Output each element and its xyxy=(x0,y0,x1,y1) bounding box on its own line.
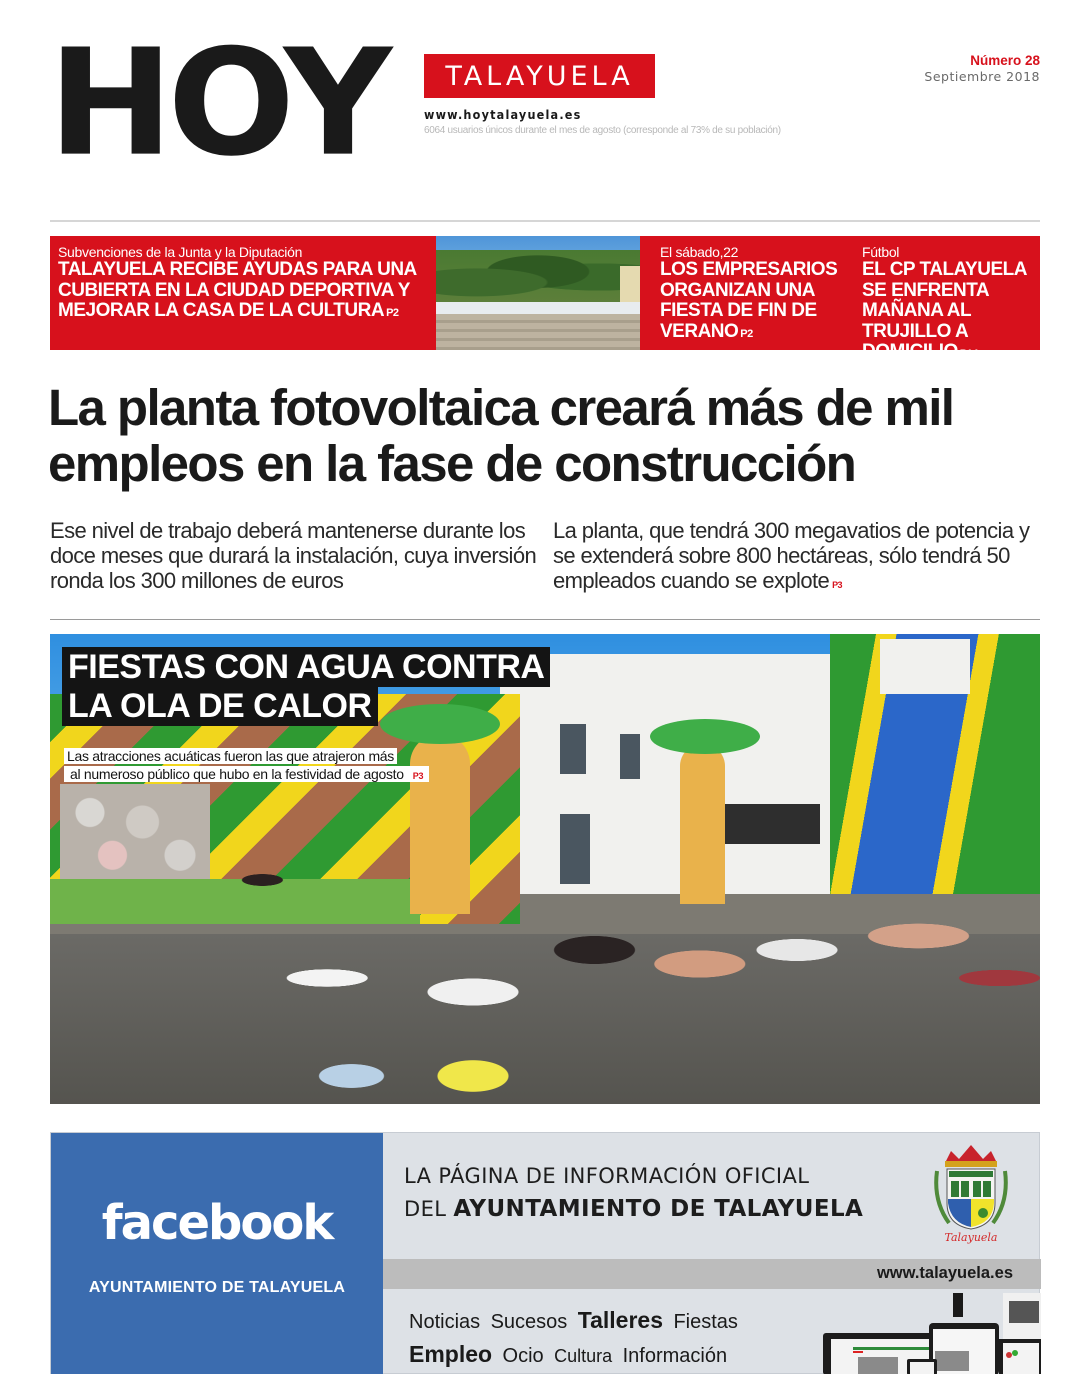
lead-subhead-right: La planta, que tendrá 300 megavatios de potencia y se extenderá sobre 800 hectáreas, sólo tendrá 50 empleados cuando se explote P3 xyxy=(553,518,1030,593)
top-divider xyxy=(50,220,1040,222)
page-ref: P2 xyxy=(740,327,753,340)
tag-noticias: Noticias xyxy=(409,1311,481,1333)
photo-headline[interactable]: FIESTAS CON AGUA CONTRA LA OLA DE CALOR xyxy=(62,648,550,726)
teaser-kicker: El sábado,22 xyxy=(660,244,739,260)
tag-informacion: Información xyxy=(622,1345,728,1367)
teaser-empresarios[interactable] xyxy=(652,236,854,350)
tag-fiestas: Fiestas xyxy=(673,1311,738,1333)
middle-divider xyxy=(50,619,1040,620)
ad-topic-tags xyxy=(409,1305,829,1373)
tag-sucesos: Sucesos xyxy=(490,1311,568,1333)
hoy-logo: HOY xyxy=(48,18,387,189)
talayuela-crest-icon xyxy=(931,1141,1011,1245)
issue-date: Septiembre 2018 xyxy=(924,69,1040,84)
teaser-subvenciones[interactable] xyxy=(50,236,436,350)
devices-mockup-icon xyxy=(823,1293,1041,1374)
facebook-panel[interactable] xyxy=(51,1133,383,1374)
teaser-headline: TALAYUELA RECIBE AYUDAS PARA UNA CUBIERTA EN LA CIUDAD DEPORTIVA Y MEJORAR LA CASA DE LA CULTURA P2 xyxy=(58,259,417,321)
facebook-logo-icon: facebook xyxy=(101,1195,333,1251)
tag-talleres: Talleres xyxy=(577,1307,664,1333)
official-info-panel xyxy=(383,1133,1041,1374)
ad-line-1: LA PÁGINA DE INFORMACIÓN OFICIAL xyxy=(404,1164,810,1188)
edition-badge: TALAYUELA xyxy=(424,54,655,98)
tag-empleo: Empleo xyxy=(409,1341,493,1367)
facebook-page-name: AYUNTAMIENTO DE TALAYUELA xyxy=(88,1279,346,1296)
teaser-headline: LOS EMPRESARIOS ORGANIZAN UNA FIESTA DE FIN DE VERANO P2 xyxy=(660,259,838,342)
page-ref: P2 xyxy=(386,307,399,319)
tag-ocio: Ocio xyxy=(502,1345,544,1367)
teaser-headline: EL CP TALAYUELA SE ENFRENTA MAÑANA AL TRUJILLO A DOMICILIO P14 xyxy=(862,259,1027,362)
teaser-kicker: Subvenciones de la Junta y la Diputación xyxy=(58,244,303,260)
teaser-strip xyxy=(50,236,1040,362)
issue-number: Número 28 xyxy=(970,53,1040,68)
lead-headline[interactable]: La planta fotovoltaica creará más de mil empleos en la fase de construcción xyxy=(48,379,954,492)
ayuntamiento-url-link[interactable]: www.talayuela.es xyxy=(876,1264,1013,1282)
site-url-link[interactable]: www.hoytalayuela.es xyxy=(424,107,582,122)
tag-cultura: Cultura xyxy=(554,1346,613,1366)
teaser-kicker: Fútbol xyxy=(862,244,900,260)
page-ref: P3 xyxy=(410,771,426,781)
audience-note: 6064 usuarios únicos durante el mes de agosto (corresponde al 73% de su población) xyxy=(424,125,781,136)
teaser-futbol[interactable] xyxy=(854,236,1040,362)
ayuntamiento-advertisement[interactable] xyxy=(50,1132,1040,1374)
lead-subhead-left: Ese nivel de trabajo deberá mantenerse durante los doce meses que durará la instalación, cuya inversión ronda los 300 millones de euros xyxy=(50,518,537,593)
page-ref: P3 xyxy=(832,580,842,590)
page-ref: P14 xyxy=(959,348,978,360)
ad-line-2: DEL AYUNTAMIENTO DE TALAYUELA xyxy=(404,1196,864,1222)
sports-facility-photo xyxy=(436,236,640,350)
svg-text:Talayuela: Talayuela xyxy=(944,1231,998,1244)
photo-caption: Las atracciones acuáticas fueron las que atrajeron más al numeroso público que hubo en la festividad de agosto P3 xyxy=(64,747,494,785)
